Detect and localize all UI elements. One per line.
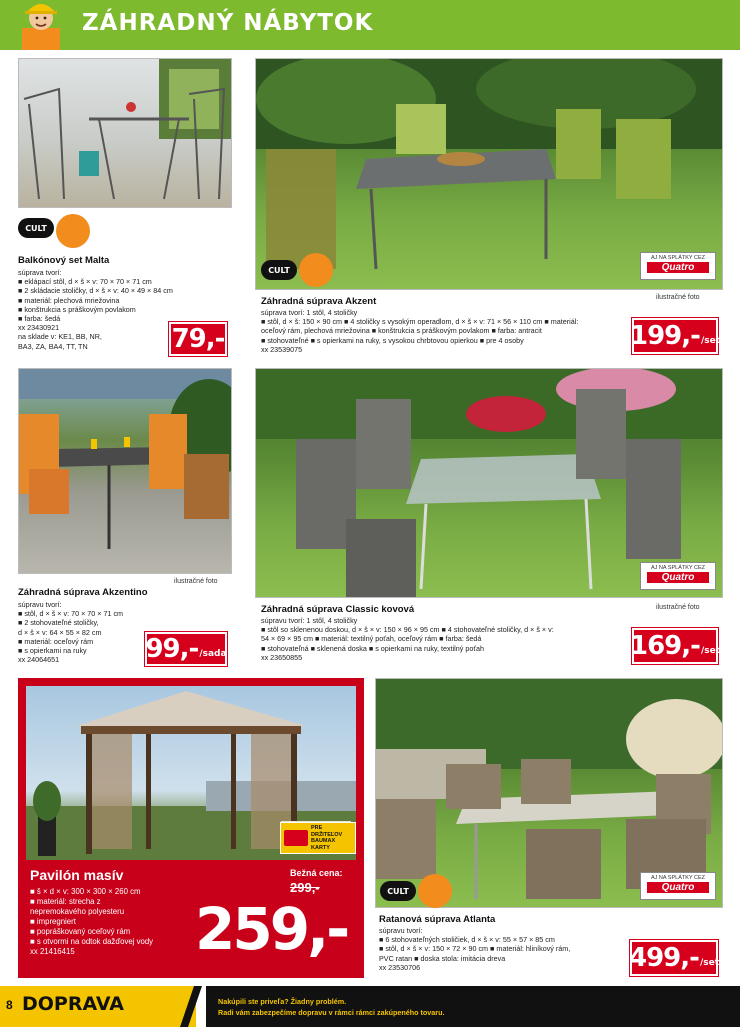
pavilion-line: ■ s otvormi na odtok dažďovej vody	[30, 937, 154, 946]
quatro-logo: Quatro	[647, 882, 709, 893]
quatro-installment-badge	[640, 562, 716, 590]
akzent-line: ■ stôl, d × š: 150 × 90 cm ■ 4 stoličky s vysokým operadlom, d × š × v: 71 × 56 × 110 cm ■ materiál:	[261, 317, 579, 327]
akzent-line: xx 23539075	[261, 344, 303, 354]
akzentino-photo	[18, 368, 232, 574]
classic-title: Záhradná súprava Classic kovová	[261, 604, 415, 615]
akzentino-price-badge	[145, 632, 227, 666]
illustrative-note: ilustračné foto	[174, 578, 218, 585]
delivery-stripe-icon	[180, 986, 210, 1027]
regular-price-label: Bežná cena:	[290, 868, 343, 878]
akzent-line: oceľový rám, plechová mriežovina ■ konštrukcia s práškovým povlakom ■ farba: antracit	[261, 326, 542, 336]
brand-dot-icon	[56, 214, 90, 248]
akzentino-line: súpravu tvorí:	[18, 600, 62, 609]
quatro-installment-badge	[640, 872, 716, 900]
regular-price: 299,-	[290, 880, 320, 895]
malta-line: ■ eklápací stôl, d × š × v: 70 × 70 × 71 cm	[18, 277, 152, 287]
illustrative-note: ilustračné foto	[656, 294, 700, 301]
classic-line: ■ stôl so sklenenou doskou, d × š × v: 150 × 96 × 95 cm ■ 4 stohovateľné stoličky, d × š × v:	[261, 625, 554, 635]
akzentino-title: Záhradná súprava Akzentino	[18, 587, 148, 598]
pavilion-title: Pavilón masív	[30, 867, 124, 883]
pavilion-line: ■ popráškovaný oceľový rám	[30, 927, 131, 936]
malta-line: ■ konštrukcia s práškovým povlakom	[18, 304, 136, 314]
atlanta-line: ■ 6 stohovateľných stoličiek, d × š × v: 55 × 57 × 85 cm	[379, 935, 555, 945]
price-value: 199,-	[630, 321, 700, 351]
akzentino-line: d × š × v: 64 × 55 × 82 cm	[18, 627, 102, 637]
quatro-logo: Quatro	[647, 262, 709, 273]
classic-line: xx 23650855	[261, 652, 303, 662]
quatro-caption: AJ NA SPLÁTKY CEZ	[650, 565, 705, 571]
page-title: ZÁHRADNÝ NÁBYTOK	[82, 10, 374, 36]
baumax-card-badge	[280, 822, 356, 854]
malta-line: na sklade v: KE1, BB, NR,	[18, 332, 102, 342]
cult-brand-logo: CULT	[18, 218, 54, 238]
classic-line: 54 × 69 × 95 cm ■ materiál: textilný poťah, oceľový rám ■ farba: šedá	[261, 634, 482, 644]
quatro-logo: Quatro	[647, 572, 709, 583]
akzent-line: súprava tvorí: 1 stôl, 4 stoličky	[261, 308, 358, 317]
atlanta-line: súpravu tvorí:	[379, 926, 423, 935]
pavilion-line: ■ materiál: strecha z	[30, 897, 101, 906]
malta-photo	[18, 58, 232, 208]
malta-line: BA3, ZA, BA4, TT, TN	[18, 341, 88, 351]
footer-text-1: Nakúpili ste priveľa? Žiadny problém.	[218, 997, 347, 1006]
classic-details	[261, 616, 554, 662]
price-value: 79,-	[171, 324, 225, 354]
atlanta-price-badge	[630, 940, 718, 976]
brand-dot-icon	[418, 874, 452, 908]
pavilion-line: ■ impregniert	[30, 917, 76, 926]
quatro-installment-badge	[640, 252, 716, 280]
cult-brand-logo: CULT	[380, 881, 416, 901]
classic-line: súpravu tvorí: 1 stôl, 4 stoličky	[261, 616, 358, 625]
price-value: 169,-	[630, 631, 700, 661]
malta-price-badge	[169, 322, 227, 356]
malta-line: súprava tvorí:	[18, 268, 62, 277]
akzentino-details	[18, 600, 123, 664]
malta-title: Balkónový set Malta	[18, 255, 110, 266]
quatro-caption: AJ NA SPLÁTKY CEZ	[650, 875, 705, 881]
malta-line: xx 23430921	[18, 323, 60, 333]
malta-line: ■ materiál: plechová mriežovina	[18, 295, 120, 305]
cult-brand-logo: CULT	[261, 260, 297, 280]
mascot-icon	[14, 0, 68, 50]
price-unit: /set	[700, 646, 721, 656]
brand-dot-icon	[299, 253, 333, 287]
footer-label: DOPRAVA	[22, 993, 125, 1015]
atlanta-line: xx 23530706	[379, 962, 421, 972]
price-unit: /set	[700, 336, 721, 346]
akzentino-line: ■ materiál: oceľový rám	[18, 636, 94, 646]
atlanta-title: Ratanová súprava Atlanta	[379, 914, 496, 925]
atlanta-details	[379, 926, 570, 972]
pavilion-line: ■ š × d × v: 300 × 300 × 260 cm	[30, 887, 141, 896]
baumax-card-text: PRE DRŽITEĽOV BAUMAX KARTY	[311, 825, 343, 851]
akzentino-line: ■ s opierkami na ruky	[18, 646, 87, 656]
classic-line: ■ stohovateľná ■ sklenená doska ■ s opierkami na ruky, textilný poťah	[261, 643, 485, 653]
pavilion-price: 259,-	[195, 895, 348, 963]
baumax-card-icon	[284, 830, 308, 846]
pavilion-line: xx 21416415	[30, 947, 75, 956]
price-value: 99,-	[145, 634, 199, 664]
akzentino-line: ■ stôl, d × š × v: 70 × 70 × 71 cm	[18, 609, 124, 619]
price-unit: /set	[699, 958, 720, 968]
quatro-caption: AJ NA SPLÁTKY CEZ	[650, 255, 705, 261]
footer-info-panel	[206, 986, 740, 1027]
malta-line: ■ farba: šedá	[18, 314, 61, 324]
akzent-title: Záhradná súprava Akzent	[261, 296, 377, 307]
pavilion-details	[30, 887, 153, 957]
akzentino-line: ■ 2 stohovateľné stoličky,	[18, 618, 99, 628]
price-value: 499,-	[629, 943, 699, 973]
akzent-details	[261, 308, 578, 354]
akzentino-line: xx 24064651	[18, 655, 60, 665]
pavilion-line: nepremokavého polyesteru	[30, 907, 125, 916]
classic-price-badge	[630, 628, 721, 664]
malta-details	[18, 268, 173, 351]
illustrative-note: ilustračné foto	[656, 604, 700, 611]
atlanta-line: ■ stôl, d × š × v: 150 × 72 × 90 cm ■ materiál: hliníkový rám,	[379, 944, 571, 954]
footer-text-2: Radi vám zabezpečíme dopravu v rámci rámci zakúpeného tovaru.	[218, 1008, 445, 1017]
akzent-price-badge	[630, 318, 721, 354]
price-unit: /sada	[199, 649, 227, 659]
akzent-line: ■ stohovateľné ■ s opierkami na ruky, s vysokou chrbtovou opierkou ■ pre 4 osoby	[261, 335, 524, 345]
page-number: 8	[6, 998, 13, 1012]
atlanta-line: PVC ratan ■ doska stola: imitácia dreva	[379, 953, 506, 963]
malta-line: ■ 2 skládacie stoličky, d × š × v: 40 × 49 × 84 cm	[18, 286, 173, 296]
